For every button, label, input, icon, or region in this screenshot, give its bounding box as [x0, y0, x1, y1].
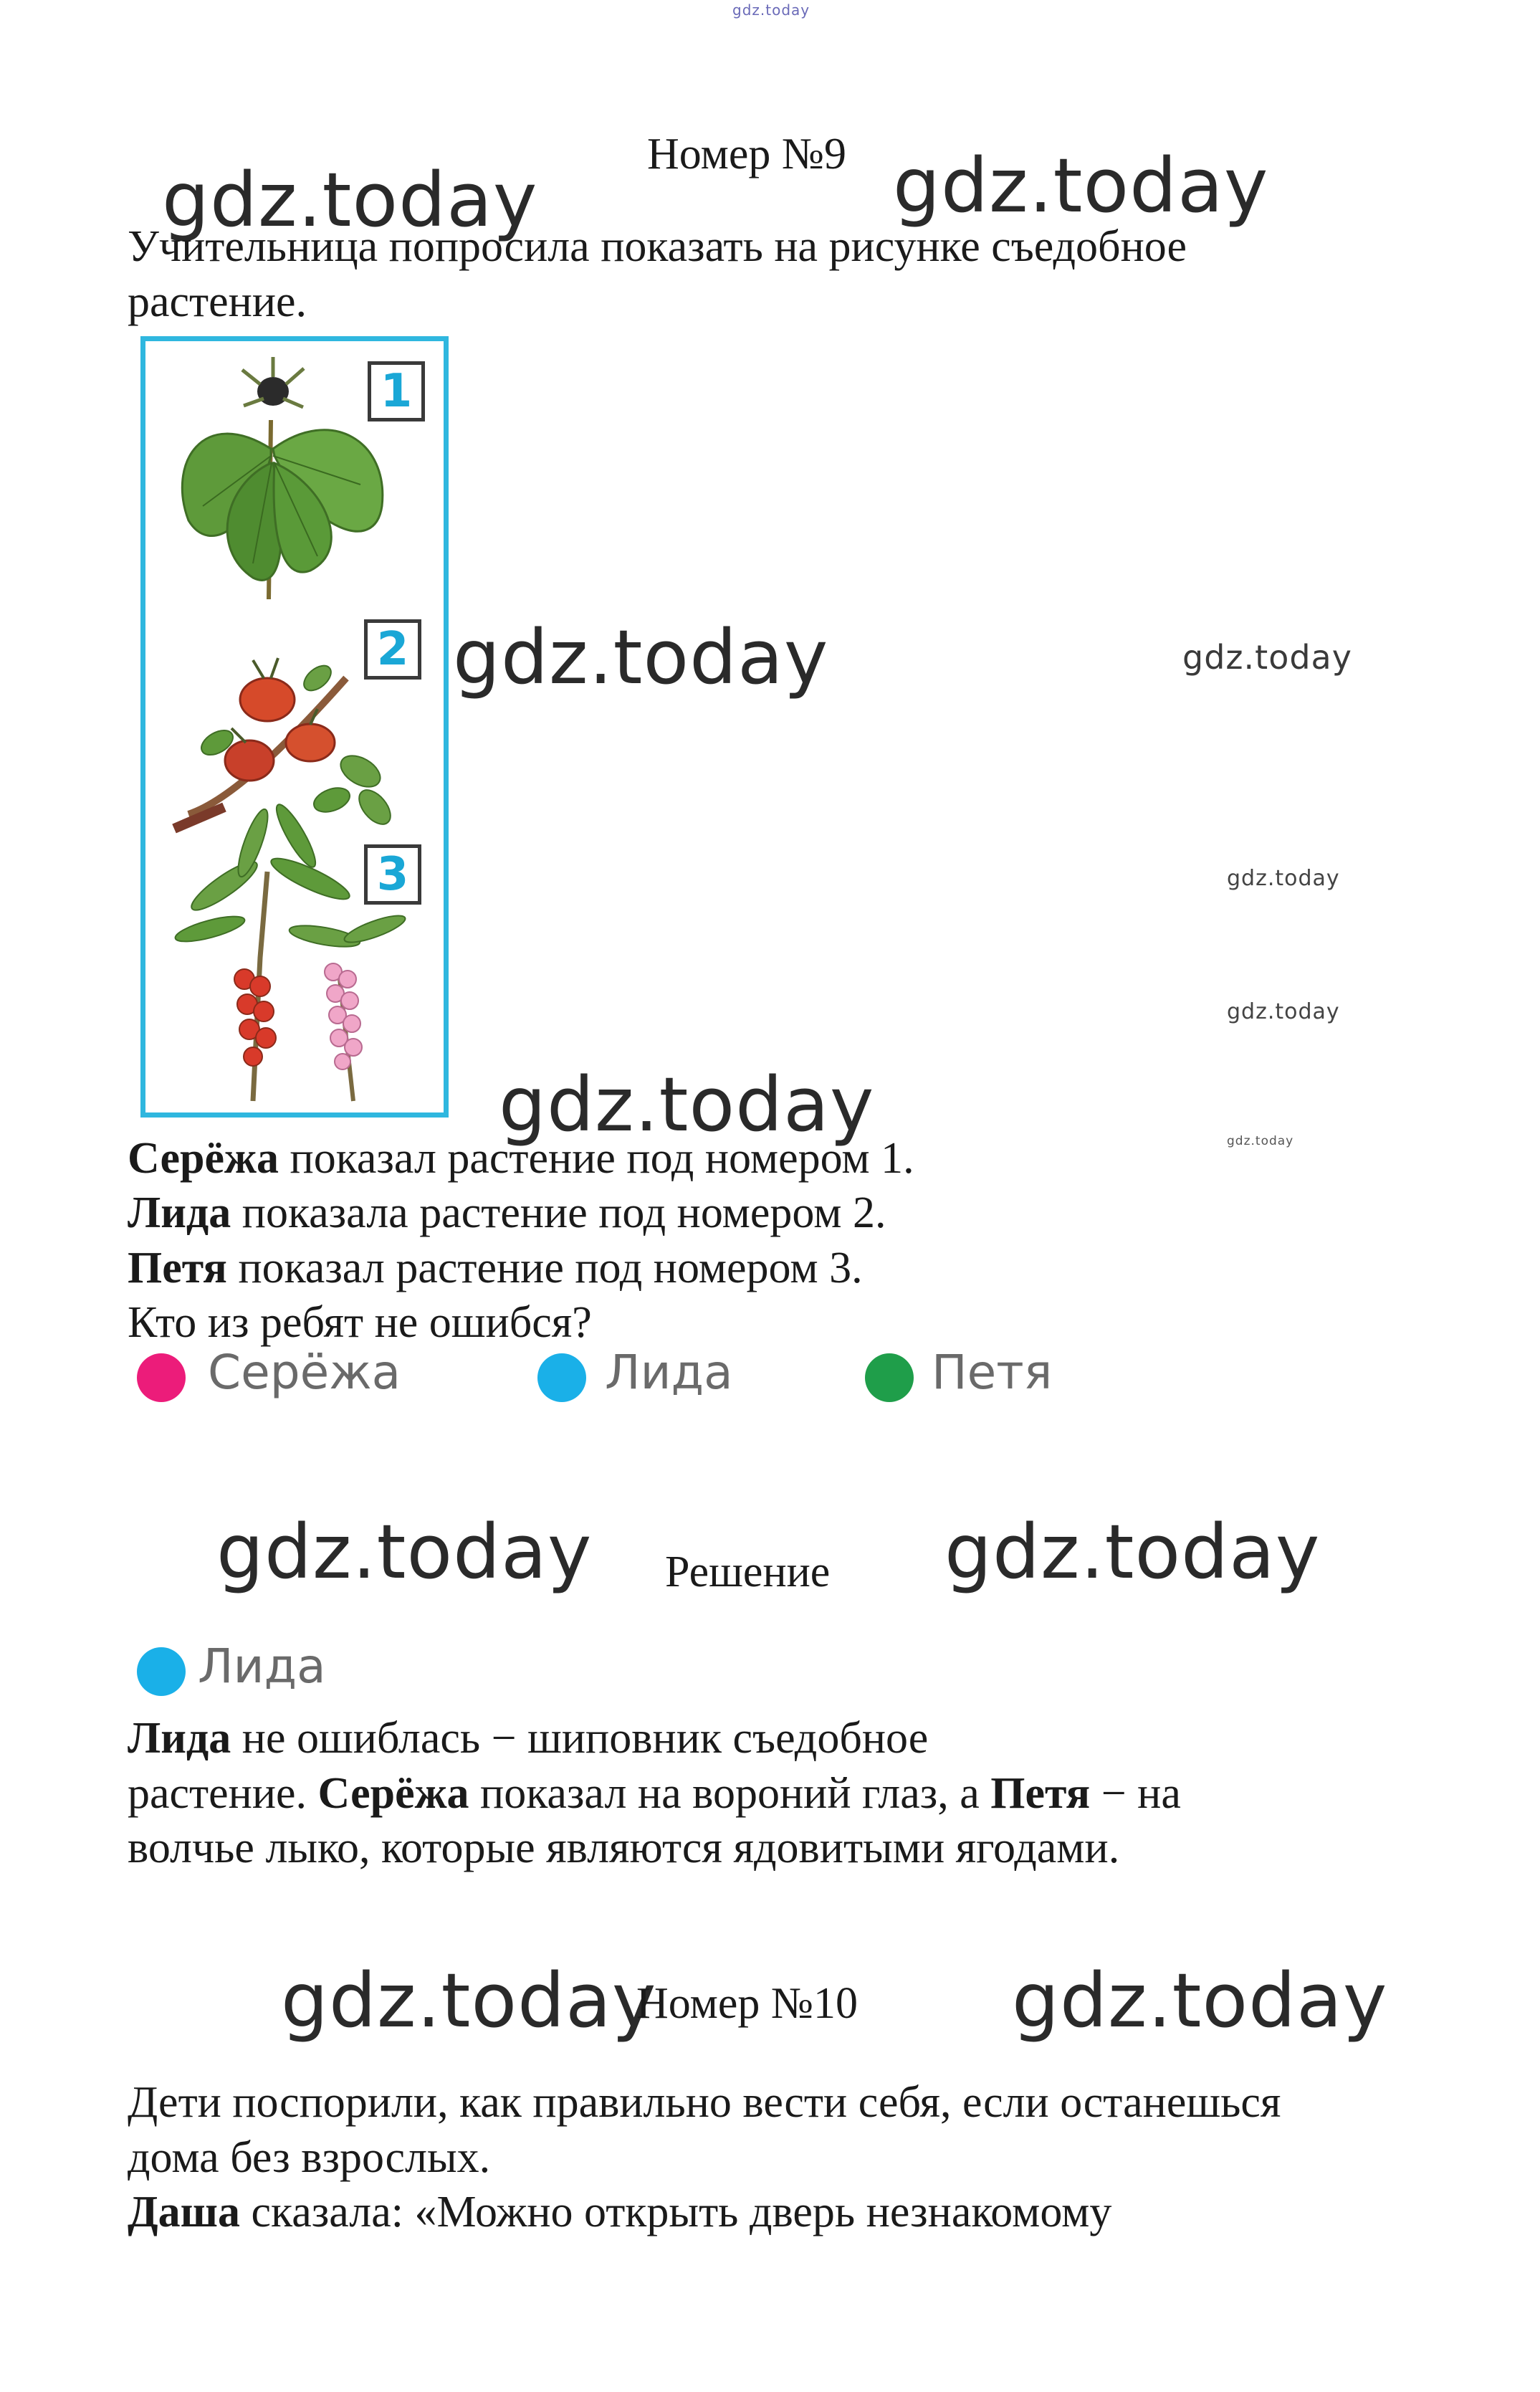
task10-line-1: Дети поспорили, как правильно вести себя, если останешься [128, 2078, 1281, 2127]
watermark: gdz.today [216, 1508, 593, 1596]
statement-lida: Лида показала растение под номером 2. [128, 1188, 886, 1237]
final-question: Кто из ребят не ошибся? [128, 1298, 592, 1347]
watermark-top: gdz.today [732, 1, 810, 19]
watermark: gdz.today [281, 1957, 657, 2044]
watermark: gdz.today [162, 156, 538, 244]
task10-heading: Номер №10 [636, 1979, 859, 2028]
plant-2-drawing [174, 658, 396, 830]
task10-line-3: Даша сказала: «Можно открыть дверь незнакомому [128, 2188, 1112, 2236]
statement-seryozha: Серёжа показал растение под номером 1. [128, 1134, 914, 1183]
task10-line-2: дома без взрослых. [128, 2133, 491, 2182]
plant-1-drawing [182, 357, 383, 599]
watermark: gdz.today [1227, 866, 1340, 891]
watermark: gdz.today [1182, 638, 1352, 677]
watermark: gdz.today [893, 142, 1269, 229]
watermark: gdz.today [1227, 1134, 1294, 1148]
plant-illustration [140, 336, 449, 1118]
explanation-line-3: волчье лыко, которые являются ядовитыми ягодами. [128, 1824, 1120, 1872]
explanation-line-2: растение. Серёжа показал на вороний глаз, а Петя − на [128, 1769, 1181, 1818]
watermark: gdz.today [499, 1061, 875, 1148]
watermark: gdz.today [453, 614, 829, 701]
plant-number-1: 1 [368, 361, 425, 421]
plants-drawing [145, 341, 446, 1115]
plant-number-3: 3 [364, 844, 421, 905]
option-dot-blue [537, 1353, 586, 1402]
answer-label: Лида [198, 1639, 326, 1694]
option-label: Серёжа [208, 1345, 401, 1400]
solution-heading: Решение [665, 1548, 831, 1596]
answer-dot-blue [137, 1647, 186, 1696]
question-line-1: Учительница попросила показать на рисунке съедобное [128, 222, 1187, 271]
plant-number-2: 2 [364, 619, 421, 680]
watermark: gdz.today [1227, 999, 1340, 1024]
option-dot-green [865, 1353, 914, 1402]
question-line-2: растение. [128, 277, 307, 326]
option-label: Петя [932, 1345, 1053, 1400]
task9-heading: Номер №9 [647, 130, 847, 178]
watermark: gdz.today [944, 1508, 1321, 1596]
statement-petya: Петя показал растение под номером 3. [128, 1244, 863, 1292]
option-dot-pink [137, 1353, 186, 1402]
watermark: gdz.today [1012, 1957, 1388, 2044]
option-label: Лида [605, 1345, 733, 1400]
explanation-line-1: Лида не ошиблась − шиповник съедобное [128, 1714, 929, 1763]
